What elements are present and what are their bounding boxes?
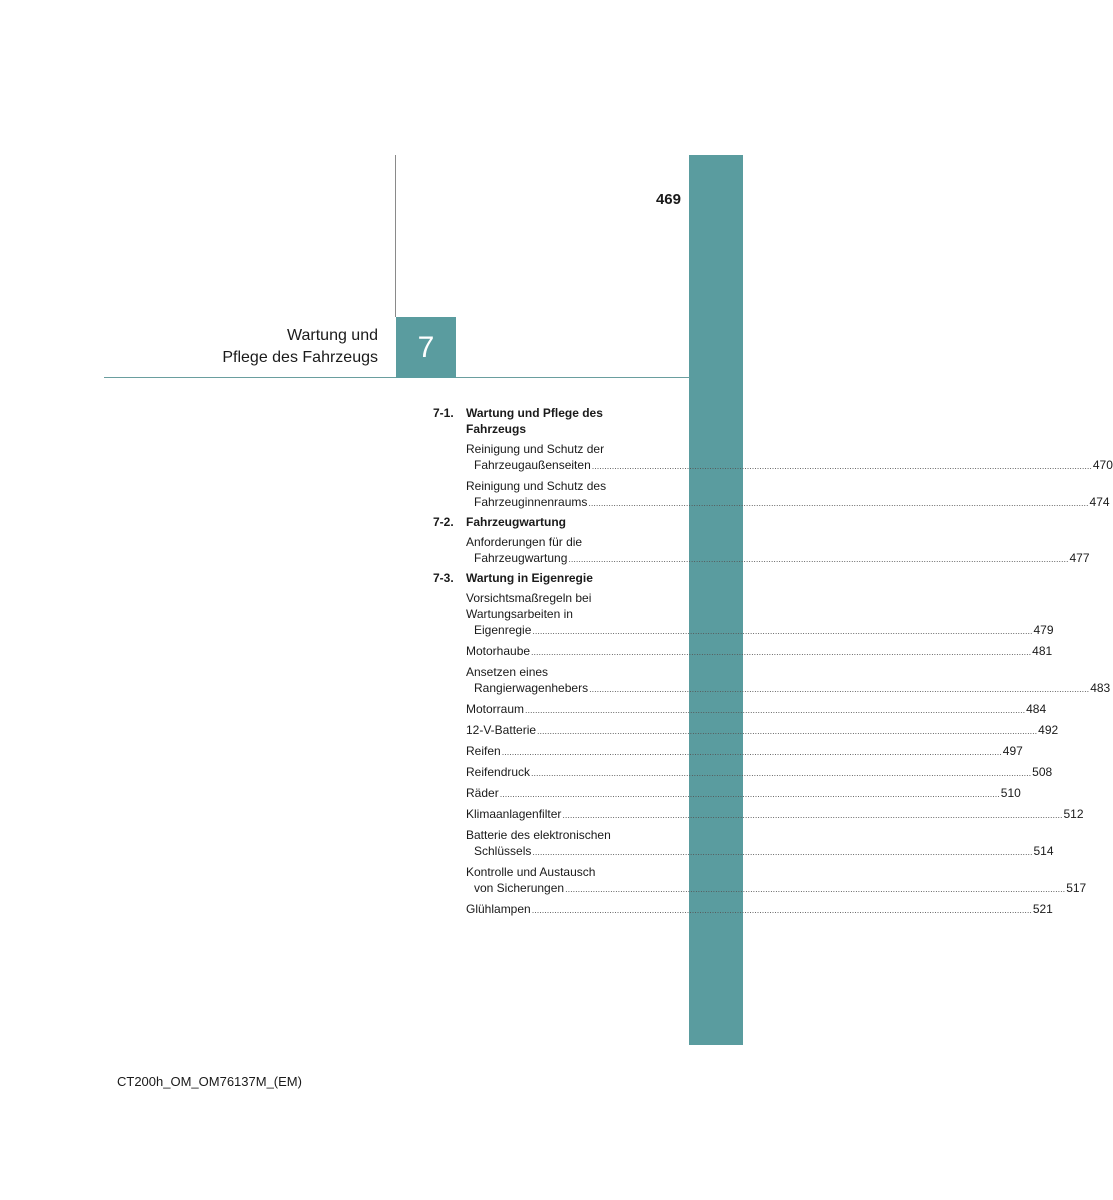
toc-entry-page: 521 xyxy=(1032,902,1053,916)
toc-entry[interactable] xyxy=(466,806,1084,822)
toc-section-number: 7-2. xyxy=(433,515,454,529)
toc-entry-label: Anforderungen für die xyxy=(466,535,583,549)
footer-doc-code: CT200h_OM_OM76137M_(EM) xyxy=(117,1074,302,1089)
toc-entry-label: Räder xyxy=(466,786,499,800)
toc-entry-leader-row xyxy=(466,743,1023,759)
toc-section-heading xyxy=(433,514,653,530)
toc-entry-page: 474 xyxy=(1089,495,1110,509)
toc-entry[interactable] xyxy=(466,701,1047,717)
toc-entry-leader-row xyxy=(466,764,1053,780)
toc-entry-leader-row xyxy=(466,722,1059,738)
leader-dots: ........................................................................................................................................................................................................ xyxy=(588,498,1089,508)
leader-dots: ........................................................................................................................................................................................................ xyxy=(562,810,1063,820)
toc-entry[interactable] xyxy=(466,478,1110,510)
toc-entry-leader-row xyxy=(466,643,1053,659)
toc-entry-page: 492 xyxy=(1038,723,1059,737)
toc-entry[interactable] xyxy=(466,864,1087,896)
toc-entry-label: Eigenregie xyxy=(474,623,532,637)
leader-dots: ........................................................................................................................................................................................................ xyxy=(565,884,1066,894)
leader-dots: ........................................................................................................................................................................................................ xyxy=(499,789,1000,799)
leader-dots: ........................................................................................................................................................................................................ xyxy=(501,747,1002,757)
toc-entry-page: 477 xyxy=(1069,551,1090,565)
toc-entry-label: Klimaanlagenfilter xyxy=(466,807,562,821)
toc-entry-label: Schlüssels xyxy=(474,844,532,858)
leader-dots: ........................................................................................................................................................................................................ xyxy=(532,847,1033,857)
toc-entry-label: Rangierwagenhebers xyxy=(474,681,589,695)
toc-entry-page: 483 xyxy=(1090,681,1111,695)
toc-section-number: 7-3. xyxy=(433,571,454,585)
toc-section-title: Wartung in Eigenregie xyxy=(466,571,593,585)
toc-entry-label: Fahrzeuginnenraums xyxy=(474,495,588,509)
toc-entry[interactable] xyxy=(466,901,1053,917)
toc-entry-page: 470 xyxy=(1092,458,1113,472)
toc-entry-page: 481 xyxy=(1032,644,1053,658)
toc-entry[interactable] xyxy=(466,827,1054,859)
toc-entry-page: 514 xyxy=(1033,844,1054,858)
toc-section xyxy=(433,570,1111,917)
toc-section xyxy=(433,514,1090,566)
toc-entry[interactable] xyxy=(466,590,1054,638)
toc-entry-label: Reifendruck xyxy=(466,765,531,779)
leader-dots: ........................................................................................................................................................................................................ xyxy=(531,768,1032,778)
toc-entry-label: Reifen xyxy=(466,744,501,758)
toc-entry-label: Kontrolle und Austausch xyxy=(466,865,596,879)
toc-section xyxy=(433,405,1113,510)
toc-entry[interactable] xyxy=(466,785,1021,801)
toc-entry[interactable] xyxy=(466,743,1023,759)
toc-entry-leader-row xyxy=(466,901,1053,917)
leader-dots: ........................................................................................................................................................................................................ xyxy=(532,626,1033,636)
toc-entry[interactable] xyxy=(466,441,1113,473)
toc-entry-leader-row xyxy=(466,806,1084,822)
toc-entry-label: Wartungsarbeiten in xyxy=(466,607,573,621)
toc-section-title: Wartung und Pflege des Fahrzeugs xyxy=(466,406,603,436)
toc-entry-leader-row xyxy=(466,457,1113,473)
toc-entry[interactable] xyxy=(466,722,1059,738)
toc-section-heading xyxy=(433,405,653,437)
leader-dots: ........................................................................................................................................................................................................ xyxy=(568,554,1069,564)
chapter-number-box xyxy=(396,317,456,378)
toc-entry[interactable] xyxy=(466,643,1053,659)
toc-entry-page: 517 xyxy=(1066,881,1087,895)
toc-entry-list xyxy=(466,534,1090,566)
leader-dots: ........................................................................................................................................................................................................ xyxy=(525,705,1026,715)
toc-entry-label: Reinigung und Schutz der xyxy=(466,442,605,456)
page-number: 469 xyxy=(655,191,681,208)
toc-entry-leader-row xyxy=(466,622,1054,638)
toc-entry-label: 12-V-Batterie xyxy=(466,723,537,737)
toc-entry-leader-row xyxy=(466,550,1090,566)
chapter-title-line2: Pflege des Fahrzeugs xyxy=(222,349,378,366)
toc-entry-page: 479 xyxy=(1033,623,1054,637)
toc-entry-label: von Sicherungen xyxy=(474,881,565,895)
toc-entry-label: Batterie des elektronischen xyxy=(466,828,611,842)
toc-entry-page: 508 xyxy=(1032,765,1053,779)
toc-entry-label: Reinigung und Schutz des xyxy=(466,479,607,493)
toc-entry-label: Vorsichtsmaßregeln bei xyxy=(466,591,592,605)
toc-entry[interactable] xyxy=(466,534,1090,566)
chapter-title-line1: Wartung und xyxy=(286,327,378,344)
leader-dots: ........................................................................................................................................................................................................ xyxy=(531,905,1032,915)
leader-dots: ........................................................................................................................................................................................................ xyxy=(537,726,1038,736)
vertical-rule xyxy=(395,155,396,317)
toc-entry-list xyxy=(466,441,1113,510)
toc-entry-leader-row xyxy=(466,785,1021,801)
toc-entry-leader-row xyxy=(466,494,1110,510)
toc-entry-leader-row xyxy=(466,680,1111,696)
toc-entry[interactable] xyxy=(466,764,1053,780)
toc-entry-list xyxy=(466,590,1111,917)
chapter-number: 7 xyxy=(417,330,435,364)
leader-dots: ........................................................................................................................................................................................................ xyxy=(591,461,1092,471)
toc-section-number: 7-1. xyxy=(433,406,454,420)
toc-entry-leader-row xyxy=(466,880,1087,896)
toc-section-heading xyxy=(433,570,653,586)
toc-entry-label: Motorhaube xyxy=(466,644,531,658)
toc-entry-leader-row xyxy=(466,701,1047,717)
table-of-contents xyxy=(433,405,1113,921)
toc-entry-label: Motorraum xyxy=(466,702,525,716)
toc-entry-label: Fahrzeugwartung xyxy=(474,551,568,565)
toc-section-title: Fahrzeugwartung xyxy=(466,515,567,529)
toc-entry-label: Ansetzen eines xyxy=(466,665,549,679)
toc-entry-page: 510 xyxy=(1000,786,1021,800)
leader-dots: ........................................................................................................................................................................................................ xyxy=(531,647,1032,657)
toc-entry-label: Glühlampen xyxy=(466,902,531,916)
leader-dots: ........................................................................................................................................................................................................ xyxy=(589,684,1090,694)
toc-entry[interactable] xyxy=(466,664,1111,696)
toc-entry-page: 512 xyxy=(1063,807,1084,821)
toc-entry-label: Fahrzeugaußenseiten xyxy=(474,458,591,472)
chapter-title xyxy=(118,325,378,369)
toc-entry-page: 497 xyxy=(1002,744,1023,758)
toc-entry-page: 484 xyxy=(1026,702,1047,716)
toc-entry-leader-row xyxy=(466,843,1054,859)
